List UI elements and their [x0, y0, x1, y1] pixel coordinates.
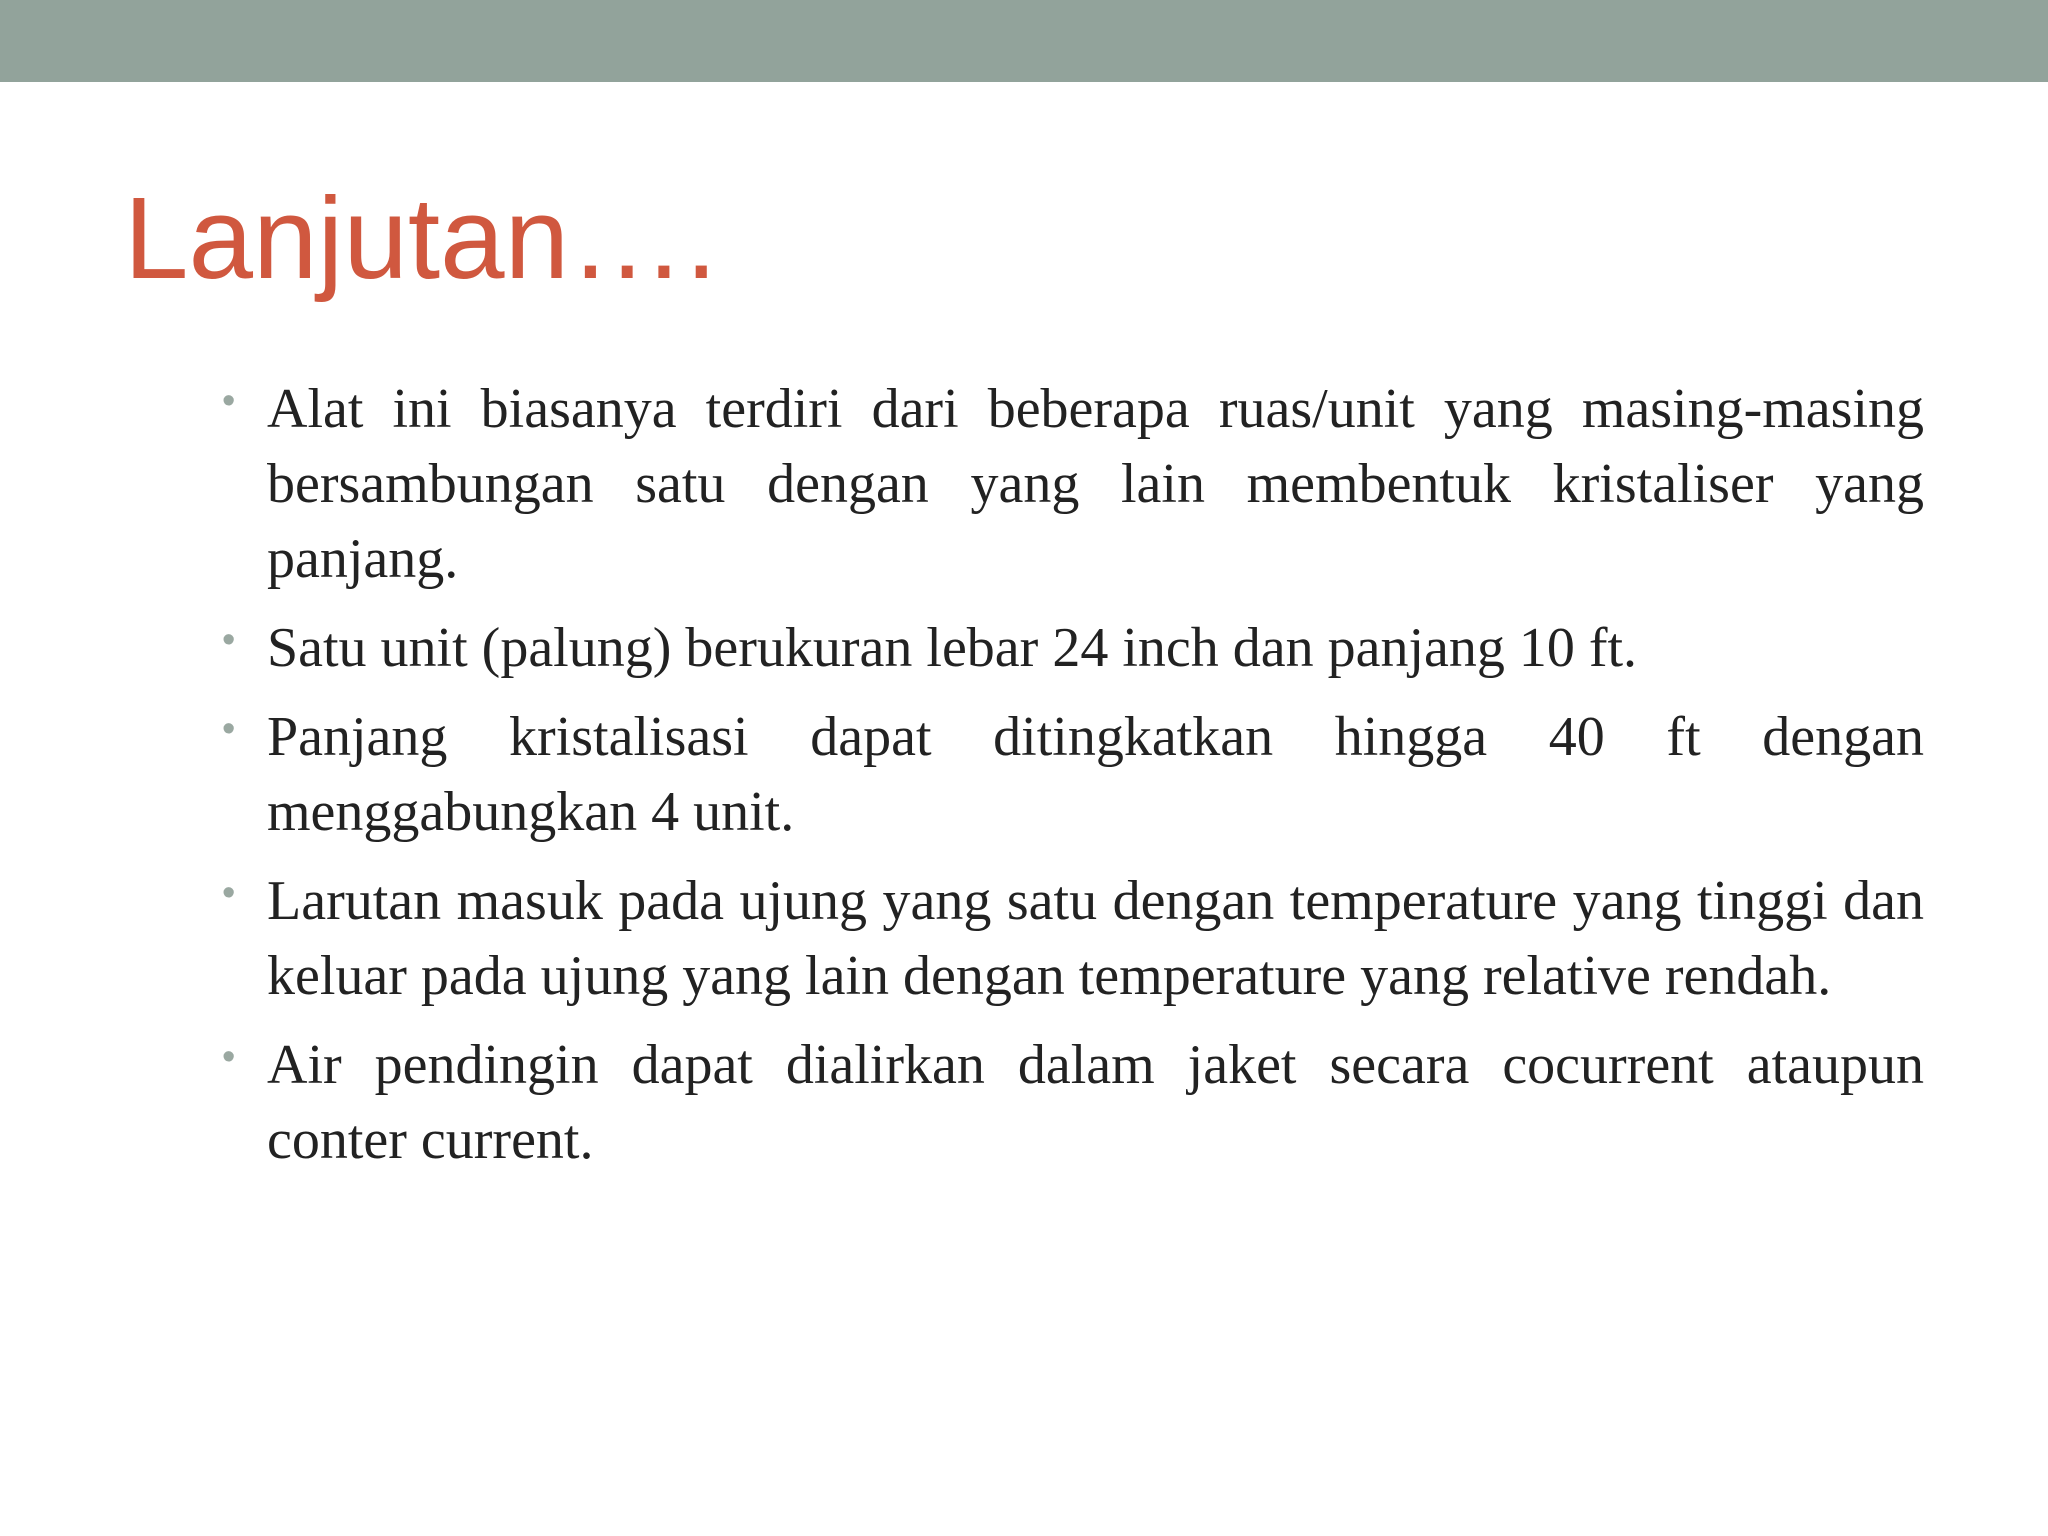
bullet-item — [222, 611, 1924, 686]
bullet-text: Satu unit (palung) berukuran lebar 24 inch dan panjang 10 ft. — [267, 617, 1638, 679]
slide-title: Lanjutan…. — [124, 173, 718, 303]
bullet-item — [222, 700, 1924, 850]
bullet-dot-icon: • — [222, 380, 236, 422]
bullet-dot-icon: • — [222, 872, 236, 914]
bullet-dot-icon: • — [222, 619, 236, 661]
bullet-text: Alat ini biasanya terdiri dari beberapa ruas/unit yang masing-masing bersambungan satu dengan yang lain membentuk kristaliser yang panjang. — [267, 378, 1924, 590]
bullet-list — [222, 372, 1924, 1192]
bullet-dot-icon: • — [222, 708, 236, 750]
bullet-dot-icon: • — [222, 1036, 236, 1078]
bullet-text: Panjang kristalisasi dapat ditingkatkan hingga 40 ft dengan menggabungkan 4 unit. — [267, 706, 1924, 843]
bullet-item — [222, 1028, 1924, 1178]
bullet-text: Air pendingin dapat dialirkan dalam jaket secara cocurrent ataupun conter current. — [267, 1034, 1924, 1171]
bullet-text: Larutan masuk pada ujung yang satu dengan temperature yang tinggi dan keluar pada ujung yang lain dengan temperature yang relative rendah. — [267, 870, 1924, 1007]
top-accent-bar — [0, 0, 2048, 82]
bullet-item — [222, 372, 1924, 597]
bullet-item — [222, 864, 1924, 1014]
